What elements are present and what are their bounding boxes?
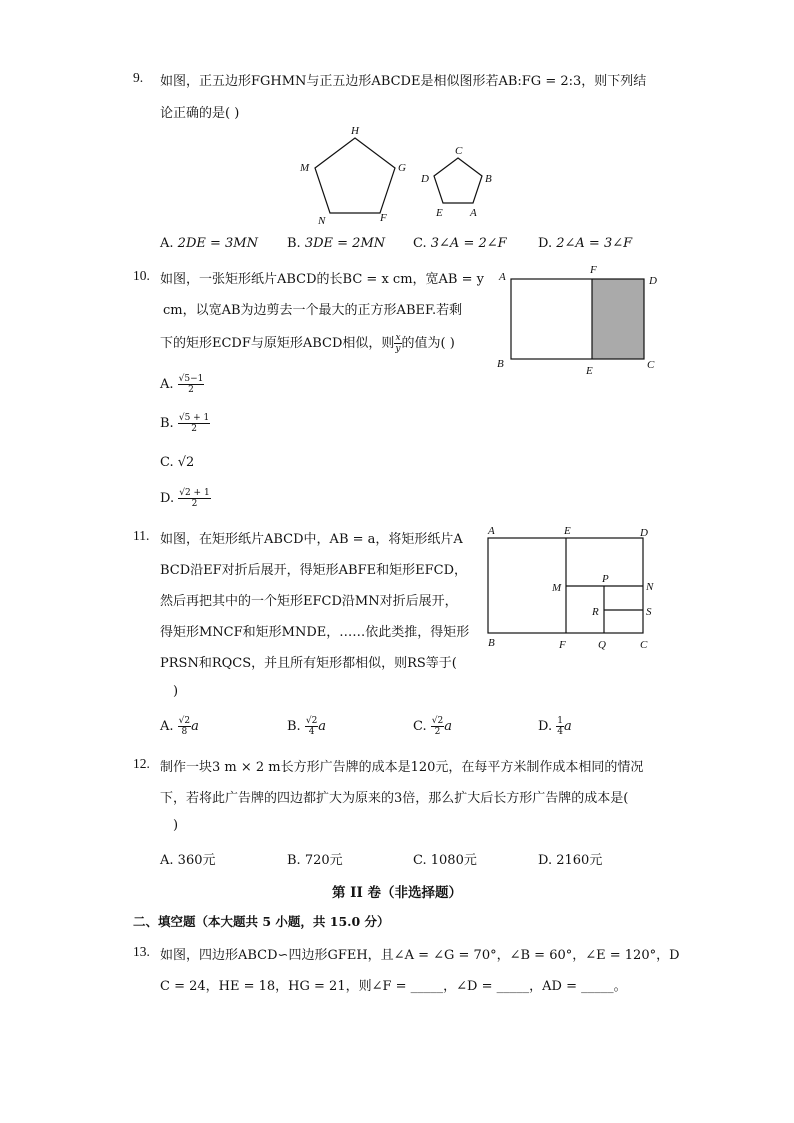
label-C: C	[647, 359, 655, 371]
label-B: B	[497, 358, 504, 370]
part2-title: 第 II 卷（非选择题）	[331, 885, 463, 901]
q12-stem-line2: 下，若将此广告牌的四边都扩大为原来的3倍，那么扩大后长方形广告牌的成本是(	[160, 791, 629, 806]
q12-option-b[interactable]: B. 720元	[287, 853, 343, 868]
q13-stem-line2: C = 24，HE = 18，HG = 21，则∠F = _____，∠D = _____，AD = _____。	[160, 979, 627, 994]
label-M: M	[552, 582, 562, 594]
label-N: N	[318, 215, 326, 227]
q9-option-d[interactable]: D. 2∠A = 3∠F	[538, 236, 633, 251]
q10-rectangle-figure	[494, 262, 669, 374]
q11-stem-line3: 然后再把其中的一个矩形EFCD沿MN对折后展开，	[160, 594, 458, 609]
q12-stem-line3: )	[173, 818, 179, 833]
label-S: S	[646, 606, 652, 618]
label-D: D	[649, 275, 657, 287]
label-E: E	[564, 525, 571, 537]
q11-option-a[interactable]: A. $\frac{√2}{8}$ a	[160, 716, 199, 737]
label-F: F	[380, 212, 387, 224]
label-A: A	[499, 271, 506, 283]
q12-option-a[interactable]: A. 360元	[160, 853, 216, 868]
label-N: N	[646, 581, 654, 593]
label-M: M	[300, 162, 310, 174]
q9-option-c[interactable]: C. 3∠A = 2∠F	[413, 236, 507, 251]
q12-option-d[interactable]: D. 2160元	[538, 853, 603, 868]
q10-stem-line3: 下的矩形ECDF与原矩形ABCD相似，则 $\frac{x}{y}$ 的值为( )	[160, 333, 455, 354]
q13-number: 13.	[133, 944, 150, 959]
q9-number: 9.	[133, 70, 144, 85]
label-P: P	[602, 573, 609, 585]
q11-stem-line4: 得矩形MNCF和矩形MNDE，……依此类推，得矩形	[160, 625, 470, 640]
q9-pentagon-figure	[290, 120, 520, 230]
label-A: A	[488, 525, 495, 537]
q10-option-d[interactable]: D. $\frac{√2 + 1}{2}$	[160, 488, 210, 509]
label-C: C	[640, 639, 648, 651]
label-Q: Q	[598, 639, 606, 651]
label-F: F	[590, 264, 597, 276]
q11-option-d[interactable]: D. $\frac{1}{4}$ a	[538, 716, 572, 737]
q11-stem-line1: 如图，在矩形纸片ABCD中，AB = a，将矩形纸片A	[160, 532, 463, 547]
big-pentagon	[315, 138, 395, 213]
q13-stem-line1: 如图，四边形ABCD∽四边形GFEH，且∠A = ∠G = 70°，∠B = 60°，∠E = 120°，D	[160, 948, 680, 963]
q10-ratio: $\frac{x}{y}$	[395, 333, 401, 354]
q9-option-b[interactable]: B. 3DE = 2MN	[287, 236, 386, 251]
label-A: A	[470, 207, 477, 219]
label-D: D	[640, 527, 648, 539]
label-R: R	[592, 606, 599, 618]
label-F: F	[559, 639, 566, 651]
q12-option-c[interactable]: C. 1080元	[413, 853, 477, 868]
label-H: H	[351, 125, 359, 137]
q12-number: 12.	[133, 756, 150, 771]
q10-option-c[interactable]: C. √2	[160, 455, 195, 470]
q10-option-b[interactable]: B. $\frac{√5 + 1}{2}$	[160, 413, 210, 434]
label-D: D	[421, 173, 429, 185]
q11-stem-line2: BCD沿EF对折后展开，得矩形ABFE和矩形EFCD，	[160, 563, 468, 578]
q11-number: 11.	[133, 528, 150, 543]
label-G: G	[398, 162, 406, 174]
q10-number: 10.	[133, 268, 150, 283]
label-B: B	[485, 173, 492, 185]
q10-stem-line2: cm，以宽AB为边剪去一个最大的正方形ABEF.若剩	[163, 303, 463, 318]
label-E: E	[586, 365, 593, 374]
q12-stem-line1: 制作一块3 m × 2 m长方形广告牌的成本是120元，在每平方米制作成本相同的情况	[160, 760, 644, 775]
section2-title: 二、填空题（本大题共 5 小题，共 15.0 分）	[133, 914, 390, 929]
q11-option-c[interactable]: C. $\frac{√2}{2}$ a	[413, 716, 452, 737]
q10-option-a[interactable]: A. $\frac{√5-1}{2}$	[160, 374, 204, 395]
q11-option-b[interactable]: B. $\frac{√2}{4}$ a	[287, 716, 327, 737]
label-C: C	[455, 145, 463, 157]
q9-stem-line1: 如图，正五边形FGHMN与正五边形ABCDE是相似图形若AB:FG = 2:3，则下列结	[160, 74, 647, 89]
q11-stem-line5: PRSN和RQCS，并且所有矩形都相似，则RS等于(	[160, 656, 457, 671]
label-B: B	[488, 637, 495, 649]
shaded-rect-ecdf	[592, 279, 644, 359]
label-E: E	[436, 207, 443, 219]
q10-stem-line1: 如图，一张矩形纸片ABCD的长BC = x cm，宽AB = y	[160, 272, 484, 287]
small-pentagon	[434, 158, 482, 203]
q9-option-a[interactable]: A. 2DE = 3MN	[160, 236, 258, 251]
q9-stem-line2: 论正确的是( )	[160, 106, 240, 121]
q11-stem-line6: )	[173, 684, 179, 699]
q11-rectangle-figure	[480, 520, 670, 655]
